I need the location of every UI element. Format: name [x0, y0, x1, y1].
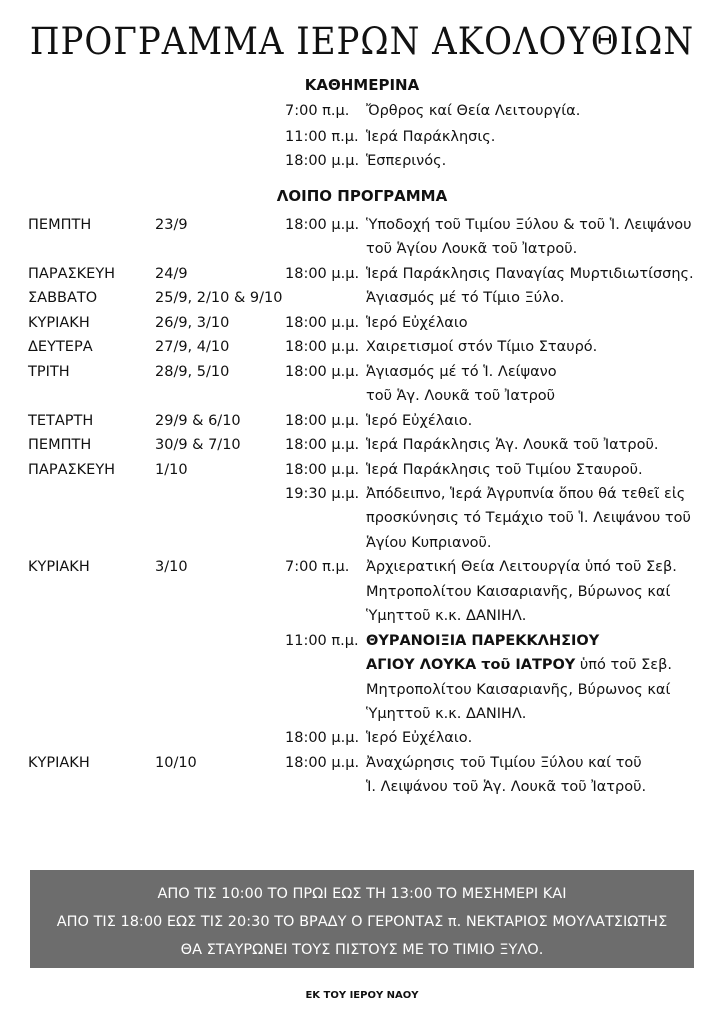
- notice-box: [30, 870, 694, 968]
- service-cell: [366, 680, 670, 700]
- time-cell: 19:30 μ.μ.: [285, 485, 360, 502]
- service-cell: [366, 533, 492, 553]
- daily-service: Ἑσπερινός.: [366, 153, 447, 169]
- service-cell: [366, 753, 642, 773]
- time-cell: 18:00 μ.μ.: [285, 754, 360, 771]
- time-cell: 18:00 μ.μ.: [285, 437, 360, 454]
- service-cell: [366, 386, 555, 406]
- service-text: Ἱερά Παράκλησις τοῦ Τιμίου Σταυροῦ.: [366, 461, 643, 478]
- date-cell: 23/9: [155, 217, 188, 233]
- service-cell: [366, 728, 472, 748]
- service-cell: [366, 411, 472, 431]
- day-cell: ΠΑΡΑΣΚΕΥΗ: [28, 265, 116, 282]
- service-text: Ἁγιασμός μέ τό Τίμιο Ξύλο.: [366, 290, 565, 307]
- service-cell: [366, 264, 694, 284]
- service-text: Ἁγιασμός μέ τό Ἱ. Λείψανο: [366, 363, 557, 380]
- service-cell: [366, 337, 597, 357]
- time-cell: 18:00 μ.μ.: [285, 265, 360, 282]
- date-cell: 25/9, 2/10 & 9/10: [155, 290, 283, 307]
- service-text: Ἀπόδειπνο, Ἱερά Ἀγρυπνία ὅπου θά τεθεῖ εἰς: [366, 485, 686, 502]
- service-cell: [366, 582, 670, 602]
- service-text: Μητροπολίτου Καισαριανῆς, Βύρωνος καί: [366, 681, 671, 698]
- day-cell: ΤΡΙΤΗ: [28, 363, 70, 380]
- day-cell: ΚΥΡΙΑΚΗ: [28, 559, 90, 576]
- service-cell: [366, 362, 557, 382]
- service-text: Ὑποδοχή τοῦ Τιμίου Ξύλου & τοῦ Ἱ. Λειψάνου: [366, 217, 692, 233]
- service-text: Ἱερό Εὐχέλαιο.: [366, 412, 473, 429]
- day-cell: ΣΑΒΒΑΤΟ: [28, 290, 98, 307]
- date-cell: 24/9: [155, 265, 188, 282]
- day-cell: ΚΥΡΙΑΚΗ: [28, 314, 90, 331]
- service-text: Ἱ. Λειψάνου τοῦ Ἁγ. Λουκᾶ τοῦ Ἰατροῦ.: [366, 779, 647, 796]
- service-text: ΘΥΡΑΝΟΙΞΙΑ ΠΑΡΕΚΚΛΗΣΙΟΥ: [366, 632, 600, 649]
- time-cell: 11:00 π.μ.: [285, 632, 359, 649]
- service-text: Ἁγίου Κυπριανοῦ.: [366, 534, 492, 551]
- notice-line: ΘΑ ΣΤΑΥΡΩΝΕΙ ΤΟΥΣ ΠΙΣΤΟΥΣ ΜΕ ΤΟ ΤΙΜΙΟ ΞΥΛΟ.: [180, 942, 544, 958]
- service-cell: [366, 239, 577, 259]
- service-cell: [366, 557, 677, 577]
- service-text: Ἱερό Εὐχέλαιο: [366, 314, 468, 331]
- daily-time: 7:00 π.μ.: [285, 103, 350, 119]
- service-text: Ὑμηττοῦ κ.κ. ΔΑΝΙΗΛ.: [366, 706, 527, 722]
- service-text: Ὑμηττοῦ κ.κ. ΔΑΝΙΗΛ.: [366, 608, 527, 625]
- day-cell: ΠΕΜΠΤΗ: [28, 217, 92, 233]
- time-cell: 18:00 μ.μ.: [285, 730, 360, 747]
- service-text: Ἀρχιερατική Θεία Λειτουργία ὑπό τοῦ Σεβ.: [366, 559, 677, 576]
- date-cell: 3/10: [155, 559, 188, 576]
- time-cell: 18:00 μ.μ.: [285, 412, 360, 429]
- time-cell: 18:00 μ.μ.: [285, 339, 360, 356]
- service-text: Ἱερά Παράκλησις Ἁγ. Λουκᾶ τοῦ Ἰατροῦ.: [366, 437, 659, 454]
- page-title: ΠΡΟΓΡΑΜΜΑ ΙΕΡΩΝ ΑΚΟΛΟΥΘΙΩΝ: [29, 20, 695, 64]
- daily-heading: ΚΑΘΗΜΕΡΙΝΑ: [304, 76, 420, 94]
- date-cell: 28/9, 5/10: [155, 363, 230, 380]
- service-text: προσκύνησις τό Τεμάχιο τοῦ Ἱ. Λειψάνου τοῦ: [366, 510, 691, 527]
- date-cell: 27/9, 4/10: [155, 339, 230, 356]
- service-cell: [366, 435, 658, 455]
- time-cell: 18:00 μ.μ.: [285, 314, 360, 331]
- time-cell: 18:00 μ.μ.: [285, 217, 360, 233]
- service-text: τοῦ Ἁγ. Λουκᾶ τοῦ Ἰατροῦ: [366, 388, 556, 405]
- day-cell: ΤΕΤΑΡΤΗ: [28, 412, 94, 429]
- day-cell: ΠΑΡΑΣΚΕΥΗ: [28, 461, 116, 478]
- daily-time: 18:00 μ.μ.: [285, 153, 360, 169]
- time-cell: 18:00 μ.μ.: [285, 363, 360, 380]
- day-cell: ΠΕΜΠΤΗ: [28, 437, 92, 454]
- service-cell: [366, 460, 643, 480]
- daily-service: Ἱερά Παράκλησις.: [366, 129, 496, 145]
- notice-line: ΑΠΟ ΤΙΣ 18:00 ΕΩΣ ΤΙΣ 20:30 ΤΟ ΒΡΑΔΥ Ο ΓΕΡΟΝΤΑΣ π. ΝΕΚΤΑΡΙΟΣ ΜΟΥΛΑΤΣΙΩΤΗΣ: [56, 914, 668, 930]
- service-text: ὑπό τοῦ Σεβ.: [575, 657, 672, 674]
- service-text: ΑΓΙΟΥ ΛΟΥΚΑ τοῦ ΙΑΤΡΟΥ: [366, 657, 576, 674]
- time-cell: 7:00 π.μ.: [285, 559, 350, 576]
- service-cell: [366, 288, 564, 308]
- service-cell: [366, 313, 468, 333]
- date-cell: 26/9, 3/10: [155, 314, 230, 331]
- date-cell: 10/10: [155, 754, 197, 771]
- service-text: Ἀναχώρησις τοῦ Τιμίου Ξύλου καί τοῦ: [366, 754, 642, 771]
- service-cell: [366, 215, 692, 235]
- daily-time: 11:00 π.μ.: [285, 129, 359, 145]
- service-cell: [366, 704, 526, 724]
- service-text: Χαιρετισμοί στόν Τίμιο Σταυρό.: [366, 339, 598, 356]
- service-text: Ἱερά Παράκλησις Παναγίας Μυρτιδιωτίσσης.: [366, 265, 694, 282]
- date-cell: 1/10: [155, 461, 188, 478]
- service-text: Ἱερό Εὐχέλαιο.: [366, 730, 473, 747]
- service-cell: [366, 777, 646, 797]
- time-cell: 18:00 μ.μ.: [285, 461, 360, 478]
- notice-line: ΑΠΟ ΤΙΣ 10:00 ΤΟ ΠΡΩΙ ΕΩΣ ΤΗ 13:00 ΤΟ ΜΕΣΗΜΕΡΙ ΚΑΙ: [157, 886, 567, 902]
- program-heading: ΛΟΙΠΟ ΠΡΟΓΡΑΜΜΑ: [276, 187, 448, 205]
- daily-service: Ὄρθρος καί Θεία Λειτουργία.: [366, 103, 581, 119]
- footer: ΕΚ ΤΟΥ ΙΕΡΟΥ ΝΑΟΥ: [305, 990, 419, 1001]
- day-cell: ΔΕΥΤΕΡΑ: [28, 339, 93, 356]
- service-cell: [366, 655, 672, 675]
- service-cell: [366, 484, 685, 504]
- service-cell: [366, 631, 599, 651]
- service-text: τοῦ Ἁγίου Λουκᾶ τοῦ Ἰατροῦ.: [366, 241, 578, 258]
- date-cell: 29/9 & 6/10: [155, 412, 241, 429]
- day-cell: ΚΥΡΙΑΚΗ: [28, 754, 90, 771]
- date-cell: 30/9 & 7/10: [155, 437, 241, 454]
- service-cell: [366, 606, 526, 626]
- service-text: Μητροπολίτου Καισαριανῆς, Βύρωνος καί: [366, 583, 671, 600]
- service-cell: [366, 508, 691, 528]
